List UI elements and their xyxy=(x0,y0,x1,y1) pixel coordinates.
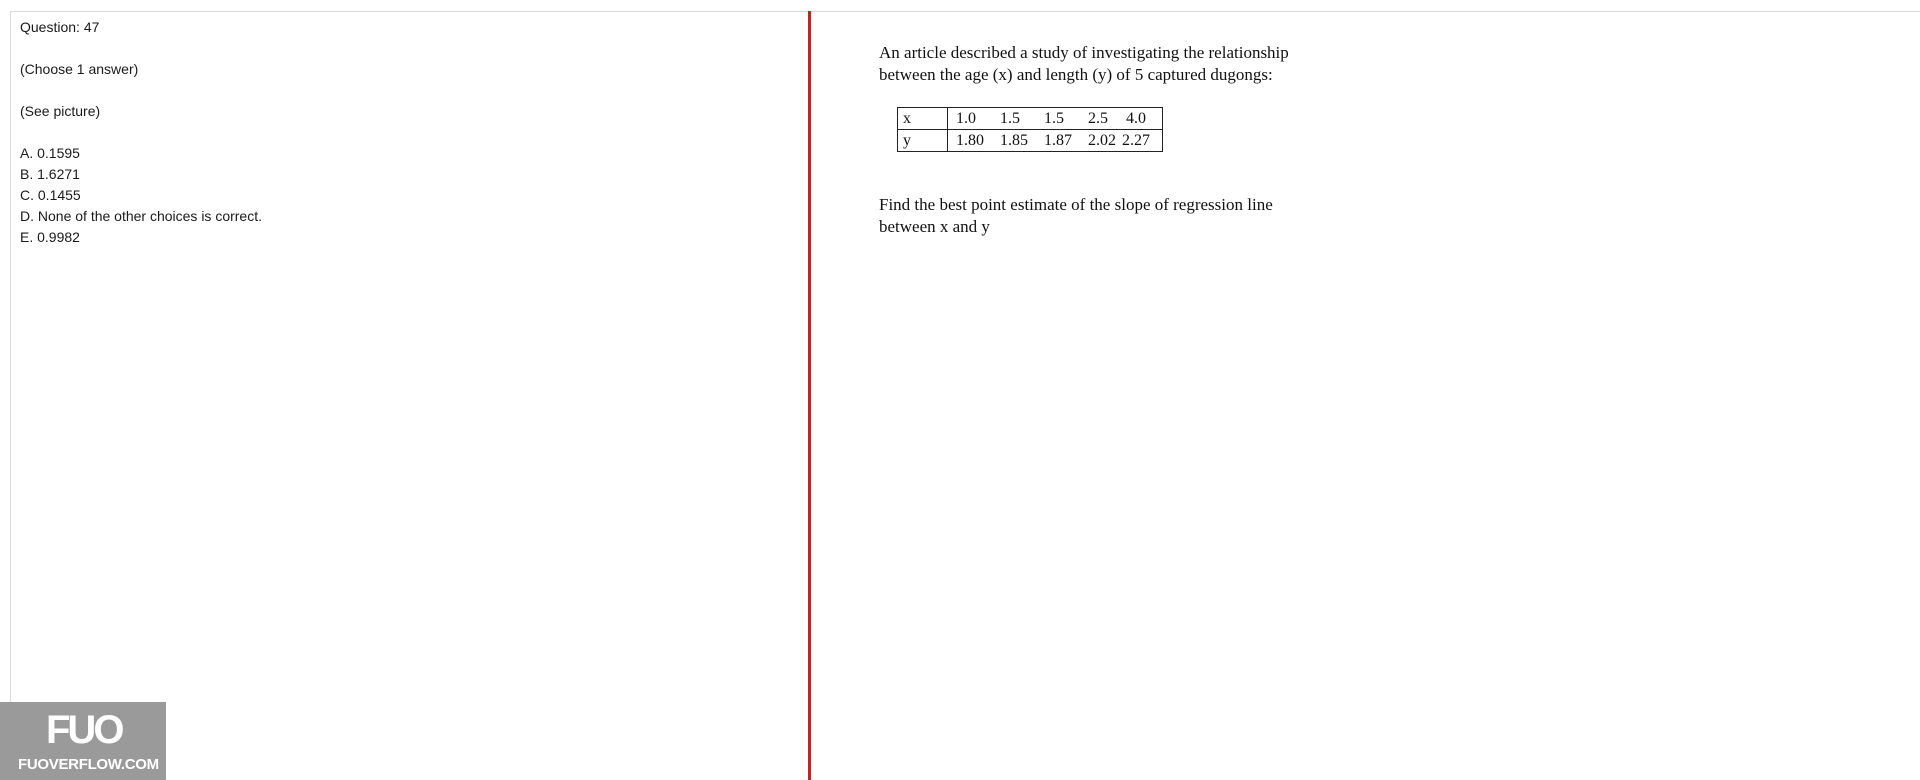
choice-e: E. 0.9982 xyxy=(20,229,80,245)
row-label-y: y xyxy=(898,130,948,152)
x-value-4: 2.5 xyxy=(1080,108,1118,130)
table-row-y xyxy=(898,130,1163,152)
y-value-4: 2.02 xyxy=(1080,130,1118,152)
watermark xyxy=(0,702,166,780)
y-value-2: 1.85 xyxy=(992,130,1036,152)
question-prompt xyxy=(879,194,1273,238)
question-picture xyxy=(879,42,1289,86)
choice-b: B. 1.6271 xyxy=(20,166,80,182)
picture-panel xyxy=(811,11,1920,780)
y-value-1: 1.80 xyxy=(948,130,993,152)
choice-d: D. None of the other choices is correct. xyxy=(20,208,262,224)
choice-c: C. 0.1455 xyxy=(20,187,81,203)
intro-line-2: between the age (x) and length (y) of 5 captured dugongs: xyxy=(879,65,1273,84)
x-value-3: 1.5 xyxy=(1036,108,1080,130)
table-row-x xyxy=(898,108,1163,130)
x-value-5: 4.0 xyxy=(1118,108,1163,130)
question-instruction: (Choose 1 answer) xyxy=(20,61,139,77)
intro-line-1: An article described a study of investigating the relationship xyxy=(879,43,1289,62)
watermark-logo: FUO xyxy=(46,708,122,752)
prompt-line-2: between x and y xyxy=(879,217,990,236)
question-panel xyxy=(10,11,808,780)
row-label-x: x xyxy=(898,108,948,130)
prompt-line-1: Find the best point estimate of the slope of regression line xyxy=(879,195,1273,214)
y-value-5: 2.27 xyxy=(1118,130,1163,152)
watermark-site: FUOVERFLOW.COM xyxy=(18,756,159,773)
data-table xyxy=(897,107,1163,152)
see-picture-note: (See picture) xyxy=(20,103,101,119)
y-value-3: 1.87 xyxy=(1036,130,1080,152)
x-value-1: 1.0 xyxy=(948,108,993,130)
x-value-2: 1.5 xyxy=(992,108,1036,130)
choice-a: A. 0.1595 xyxy=(20,145,80,161)
question-number: Question: 47 xyxy=(20,19,100,35)
